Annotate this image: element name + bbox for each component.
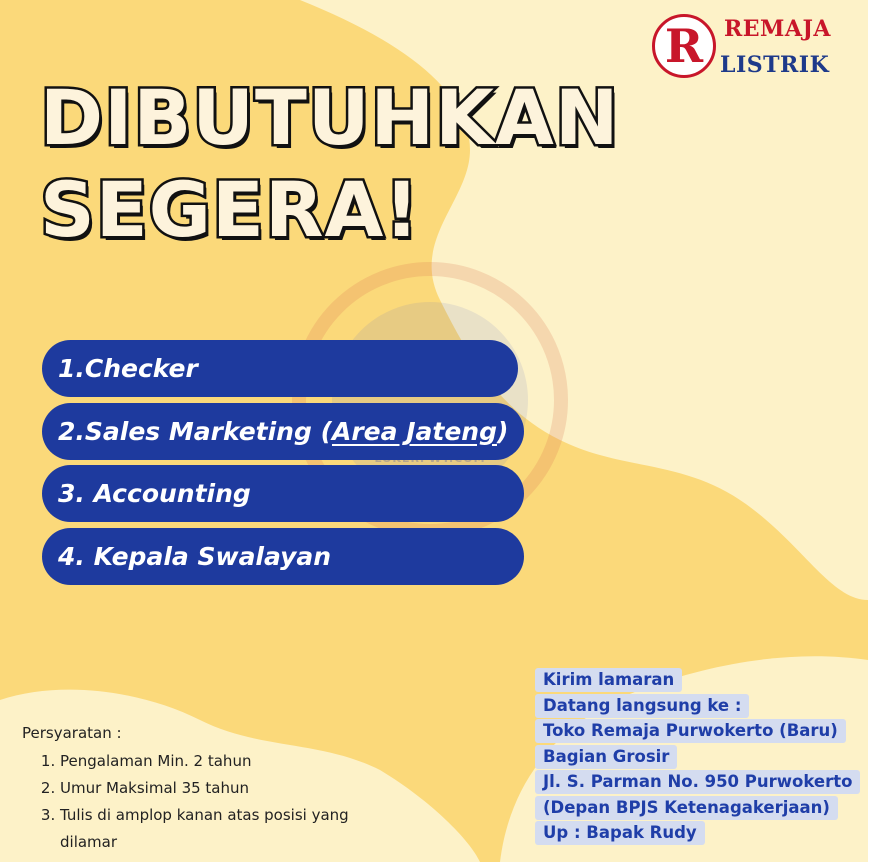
headline-line2: SEGERA! bbox=[40, 165, 420, 254]
contact-line: Up : Bapak Rudy bbox=[535, 821, 705, 845]
requirements-title: Persyaratan : bbox=[22, 724, 122, 742]
job-label: 1.Checker bbox=[58, 354, 198, 383]
requirements bbox=[22, 724, 349, 856]
job-area: Area Jateng bbox=[332, 417, 497, 446]
job-label: 4. Kepala Swalayan bbox=[58, 542, 332, 571]
contact-info bbox=[535, 668, 855, 847]
logo-text-line2: LISTRIK bbox=[720, 52, 830, 78]
requirements-list bbox=[22, 748, 349, 856]
job-item-kepala-swalayan bbox=[42, 528, 524, 585]
job-paren-open: ( bbox=[320, 417, 332, 446]
contact-line: Kirim lamaran bbox=[535, 668, 682, 692]
contact-line: Toko Remaja Purwokerto (Baru) bbox=[535, 719, 846, 743]
contact-line: Datang langsung ke : bbox=[535, 694, 749, 718]
headline-line1: DIBUTUHKAN bbox=[40, 73, 620, 162]
requirement-item: 3. Tulis di amplop kanan atas posisi yang dilamar bbox=[60, 802, 349, 856]
headline bbox=[40, 72, 619, 256]
logo-badge bbox=[652, 14, 716, 78]
logo-letter: R bbox=[664, 19, 704, 73]
contact-line: (Depan BPJS Ketenagakerjaan) bbox=[535, 796, 838, 820]
contact-line: Jl. S. Parman No. 950 Purwokerto bbox=[535, 770, 860, 794]
job-item-sales-marketing bbox=[42, 403, 524, 460]
job-item-accounting bbox=[42, 465, 524, 522]
requirement-item: 2. Umur Maksimal 35 tahun bbox=[60, 775, 349, 802]
page-margin bbox=[868, 0, 877, 862]
logo-text-line1: REMAJA bbox=[724, 16, 831, 42]
remaja-listrik-logo bbox=[650, 14, 860, 84]
job-item-checker bbox=[42, 340, 518, 397]
job-label: 2.Sales Marketing bbox=[58, 417, 321, 446]
requirement-item: 1. Pengalaman Min. 2 tahun bbox=[60, 748, 349, 775]
contact-line: Bagian Grosir bbox=[535, 745, 677, 769]
job-label: 3. Accounting bbox=[58, 479, 251, 508]
job-paren-close: ) bbox=[496, 417, 509, 446]
